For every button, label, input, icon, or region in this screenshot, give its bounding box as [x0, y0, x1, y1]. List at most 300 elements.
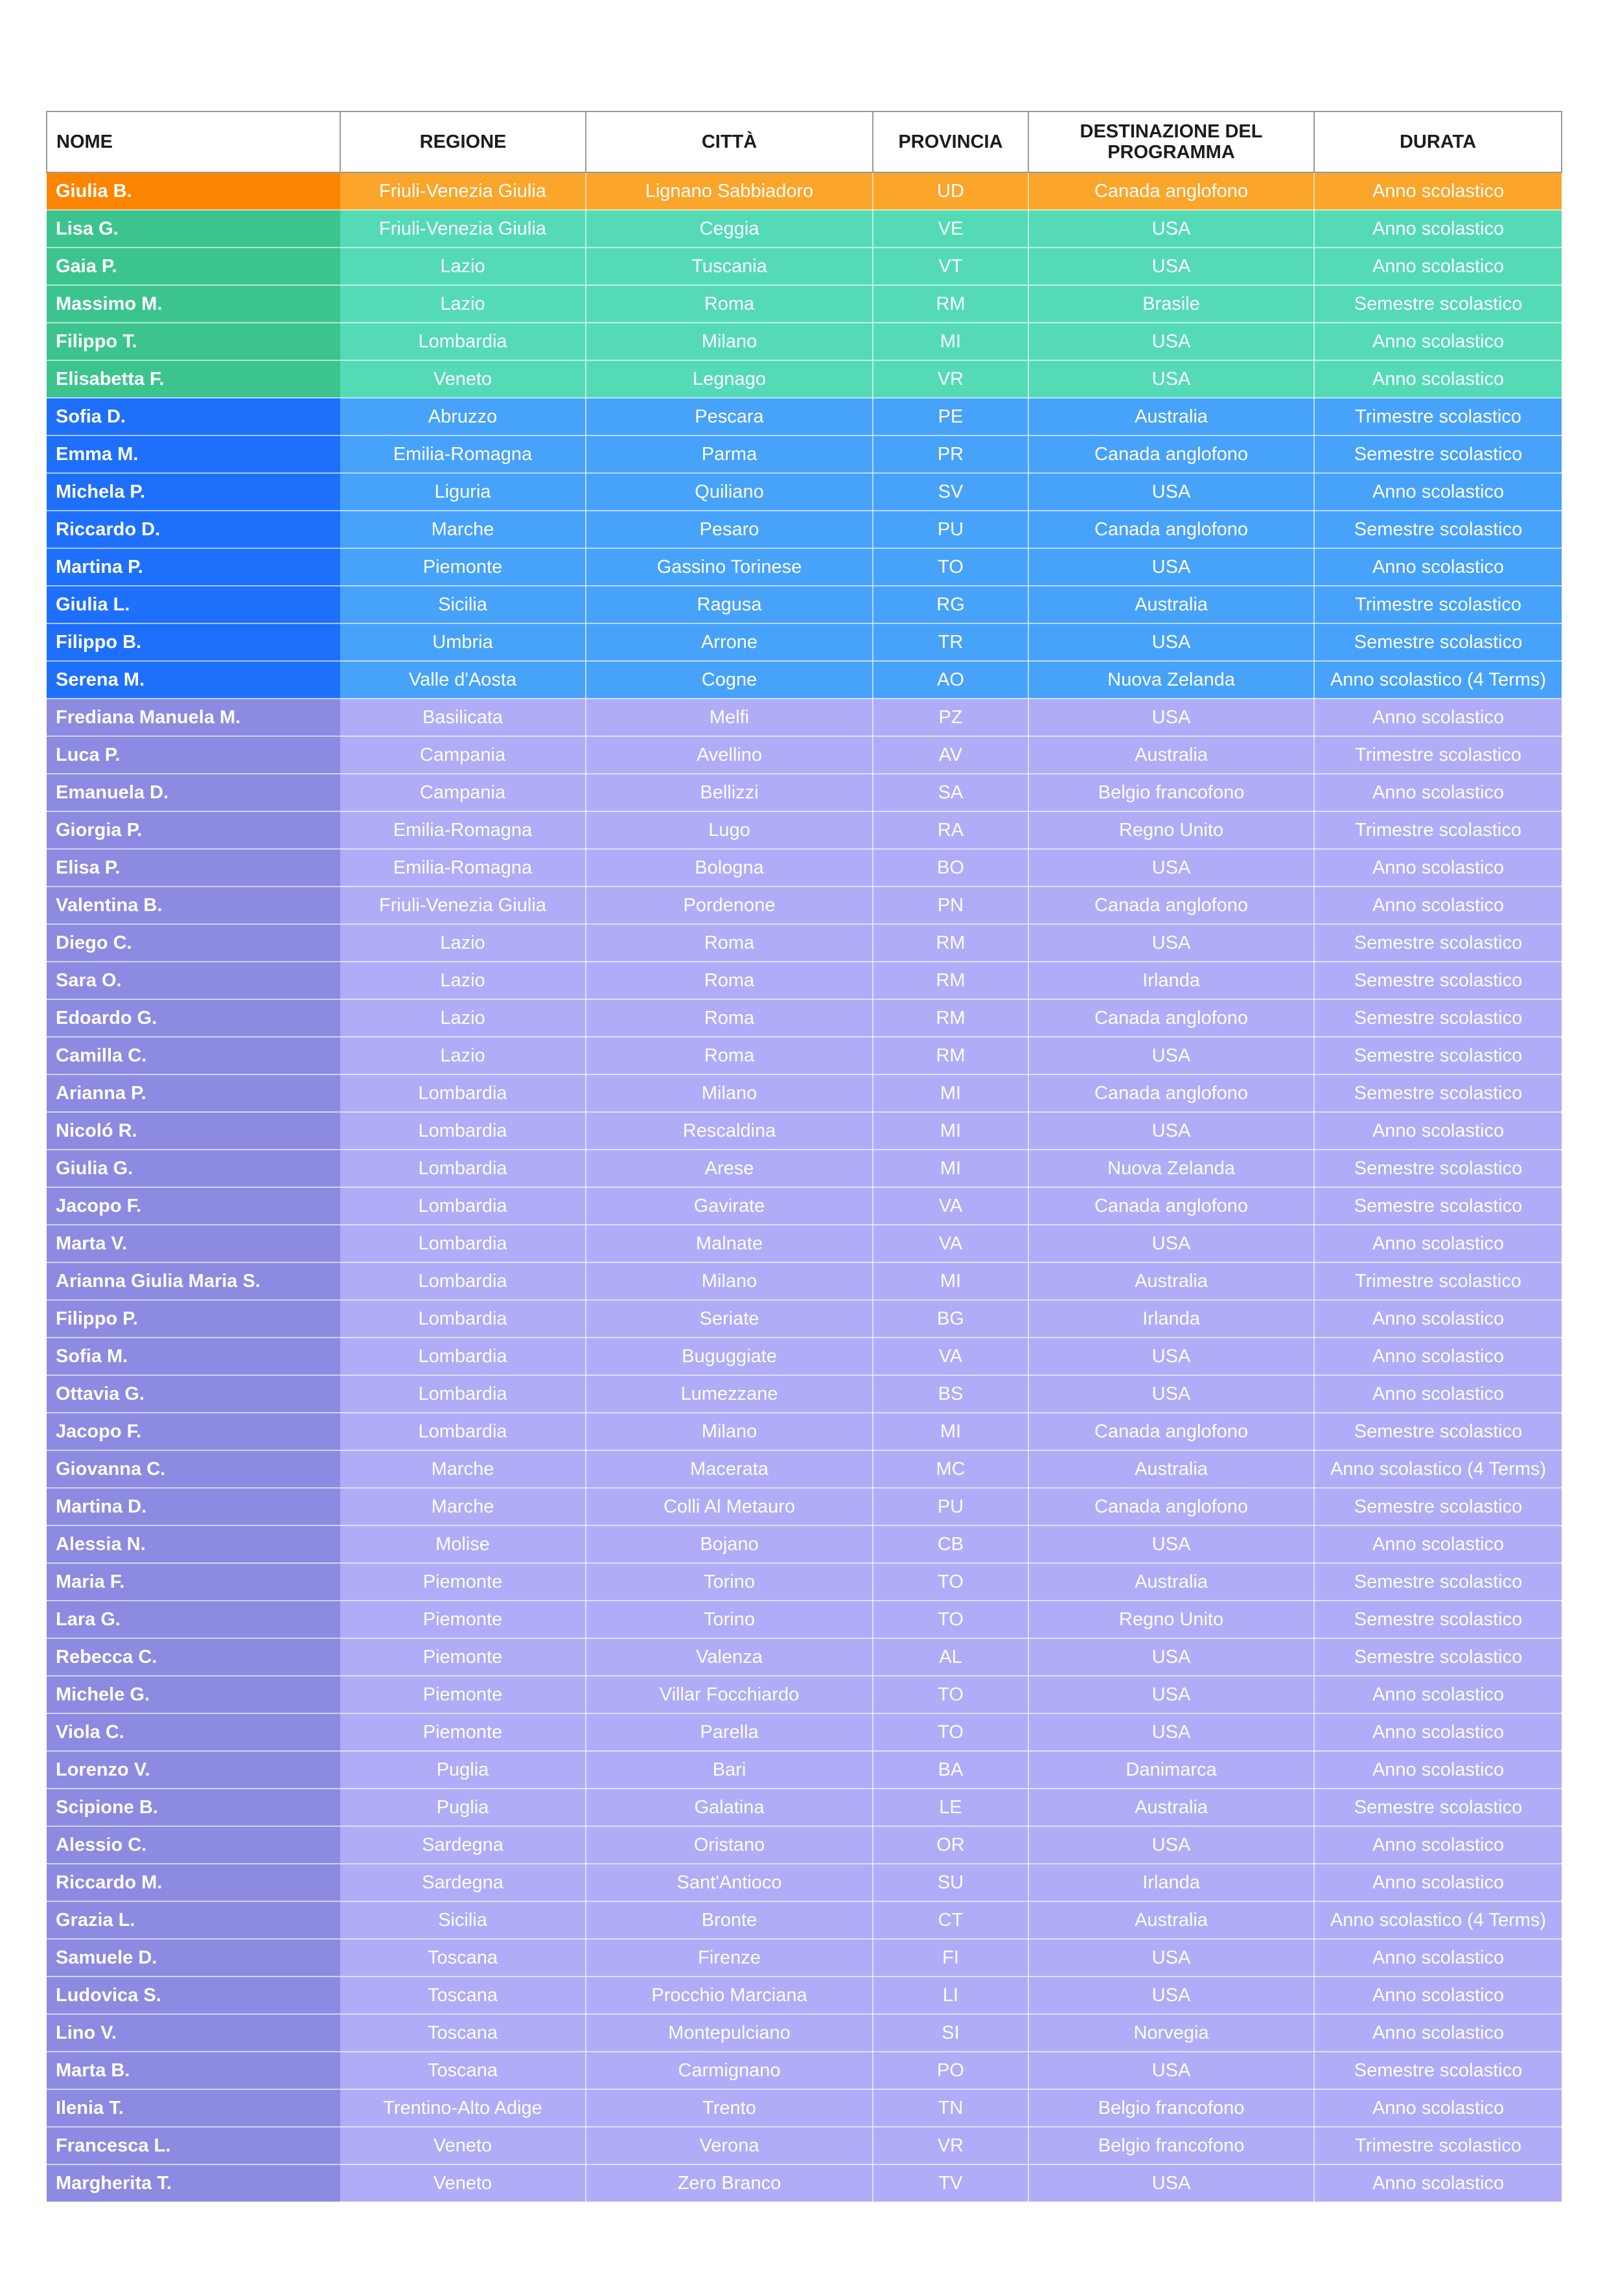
table-row [47, 1751, 1562, 1789]
cell-provincia: VT [873, 248, 1028, 285]
cell-citta: Verona [586, 2127, 873, 2164]
cell-destinazione: Canada anglofono [1028, 1074, 1314, 1112]
cell-regione: Lazio [340, 248, 586, 285]
cell-citta: Oristano [586, 1826, 873, 1864]
cell-nome: Giulia G. [47, 1150, 340, 1187]
cell-provincia: MI [873, 1112, 1028, 1150]
cell-provincia: RM [873, 962, 1028, 999]
table-row [47, 2089, 1562, 2127]
cell-citta: Parella [586, 1713, 873, 1751]
cell-provincia: TO [873, 1601, 1028, 1638]
cell-destinazione: Regno Unito [1028, 1601, 1314, 1638]
cell-regione: Trentino-Alto Adige [340, 2089, 586, 2127]
cell-durata: Anno scolastico [1314, 473, 1562, 511]
cell-regione: Marche [340, 1488, 586, 1525]
cell-provincia: SA [873, 774, 1028, 811]
cell-destinazione: USA [1028, 360, 1314, 398]
cell-durata: Semestre scolastico [1314, 1187, 1562, 1225]
cell-destinazione: Australia [1028, 736, 1314, 774]
cell-citta: Roma [586, 962, 873, 999]
cell-regione: Toscana [340, 1977, 586, 2014]
cell-durata: Semestre scolastico [1314, 999, 1562, 1037]
cell-citta: Milano [586, 1262, 873, 1300]
cell-nome: Elisabetta F. [47, 360, 340, 398]
cell-provincia: BO [873, 849, 1028, 887]
table-row [47, 1977, 1562, 2014]
cell-nome: Camilla C. [47, 1037, 340, 1074]
table-row [47, 1187, 1562, 1225]
cell-nome: Francesca L. [47, 2127, 340, 2164]
cell-durata: Trimestre scolastico [1314, 736, 1562, 774]
cell-regione: Lombardia [340, 1225, 586, 1262]
cell-durata: Anno scolastico [1314, 1939, 1562, 1977]
header-durata: DURATA [1314, 111, 1562, 172]
cell-citta: Melfi [586, 699, 873, 736]
table-row [47, 1450, 1562, 1488]
table-row [47, 849, 1562, 887]
cell-durata: Anno scolastico [1314, 548, 1562, 586]
table-row [47, 1375, 1562, 1413]
cell-citta: Buguggiate [586, 1338, 873, 1375]
students-table [46, 111, 1562, 2203]
cell-nome: Sofia M. [47, 1338, 340, 1375]
cell-destinazione: USA [1028, 1826, 1314, 1864]
cell-nome: Jacopo F. [47, 1413, 340, 1450]
cell-durata: Semestre scolastico [1314, 924, 1562, 962]
cell-regione: Piemonte [340, 1638, 586, 1676]
cell-destinazione: Regno Unito [1028, 811, 1314, 849]
cell-citta: Ragusa [586, 586, 873, 623]
table-row [47, 2164, 1562, 2202]
cell-regione: Lazio [340, 924, 586, 962]
cell-citta: Roma [586, 999, 873, 1037]
cell-regione: Basilicata [340, 699, 586, 736]
table-row [47, 699, 1562, 736]
cell-durata: Semestre scolastico [1314, 962, 1562, 999]
table-row [47, 962, 1562, 999]
cell-provincia: PO [873, 2052, 1028, 2089]
cell-citta: Bronte [586, 1901, 873, 1939]
cell-provincia: TR [873, 623, 1028, 661]
cell-citta: Bologna [586, 849, 873, 887]
cell-provincia: RM [873, 999, 1028, 1037]
cell-destinazione: Nuova Zelanda [1028, 661, 1314, 699]
cell-nome: Frediana Manuela M. [47, 699, 340, 736]
table-row [47, 586, 1562, 623]
table-row [47, 999, 1562, 1037]
cell-provincia: LI [873, 1977, 1028, 2014]
cell-regione: Friuli-Venezia Giulia [340, 172, 586, 210]
cell-regione: Emilia-Romagna [340, 435, 586, 473]
cell-destinazione: USA [1028, 1225, 1314, 1262]
cell-destinazione: USA [1028, 323, 1314, 360]
cell-nome: Alessio C. [47, 1826, 340, 1864]
cell-provincia: FI [873, 1939, 1028, 1977]
cell-durata: Anno scolastico (4 Terms) [1314, 1450, 1562, 1488]
cell-durata: Anno scolastico [1314, 1300, 1562, 1338]
cell-citta: Lignano Sabbiadoro [586, 172, 873, 210]
table-row [47, 2052, 1562, 2089]
table-row [47, 1488, 1562, 1525]
cell-regione: Lombardia [340, 1187, 586, 1225]
table-row [47, 1037, 1562, 1074]
cell-nome: Filippo P. [47, 1300, 340, 1338]
cell-destinazione: Canada anglofono [1028, 887, 1314, 924]
cell-nome: Filippo B. [47, 623, 340, 661]
cell-regione: Toscana [340, 2052, 586, 2089]
header-nome: NOME [47, 111, 340, 172]
cell-nome: Ottavia G. [47, 1375, 340, 1413]
cell-destinazione: USA [1028, 1037, 1314, 1074]
cell-nome: Alessia N. [47, 1525, 340, 1563]
cell-provincia: PZ [873, 699, 1028, 736]
cell-provincia: MI [873, 1150, 1028, 1187]
cell-regione: Umbria [340, 623, 586, 661]
cell-provincia: AL [873, 1638, 1028, 1676]
table-row [47, 323, 1562, 360]
cell-nome: Jacopo F. [47, 1187, 340, 1225]
cell-citta: Carmignano [586, 2052, 873, 2089]
cell-provincia: RM [873, 285, 1028, 323]
cell-destinazione: USA [1028, 1977, 1314, 2014]
cell-nome: Maria F. [47, 1563, 340, 1601]
cell-citta: Pesaro [586, 511, 873, 548]
cell-provincia: PU [873, 511, 1028, 548]
table-row [47, 473, 1562, 511]
cell-provincia: PE [873, 398, 1028, 435]
cell-destinazione: USA [1028, 548, 1314, 586]
cell-provincia: BA [873, 1751, 1028, 1789]
cell-durata: Anno scolastico [1314, 323, 1562, 360]
cell-provincia: VA [873, 1187, 1028, 1225]
cell-durata: Semestre scolastico [1314, 2052, 1562, 2089]
cell-nome: Arianna Giulia Maria S. [47, 1262, 340, 1300]
cell-destinazione: Australia [1028, 1789, 1314, 1826]
cell-destinazione: USA [1028, 1112, 1314, 1150]
cell-provincia: CT [873, 1901, 1028, 1939]
cell-regione: Lombardia [340, 1112, 586, 1150]
cell-regione: Lazio [340, 1037, 586, 1074]
cell-regione: Lazio [340, 999, 586, 1037]
cell-destinazione: USA [1028, 248, 1314, 285]
cell-durata: Trimestre scolastico [1314, 586, 1562, 623]
cell-citta: Roma [586, 1037, 873, 1074]
cell-nome: Marta B. [47, 2052, 340, 2089]
cell-destinazione: USA [1028, 849, 1314, 887]
cell-citta: Roma [586, 285, 873, 323]
table-row [47, 661, 1562, 699]
cell-durata: Trimestre scolastico [1314, 398, 1562, 435]
cell-citta: Macerata [586, 1450, 873, 1488]
cell-nome: Elisa P. [47, 849, 340, 887]
cell-destinazione: USA [1028, 1676, 1314, 1713]
cell-regione: Piemonte [340, 1713, 586, 1751]
cell-regione: Lombardia [340, 1338, 586, 1375]
cell-durata: Semestre scolastico [1314, 511, 1562, 548]
cell-nome: Lara G. [47, 1601, 340, 1638]
cell-destinazione: Australia [1028, 398, 1314, 435]
cell-destinazione: USA [1028, 1525, 1314, 1563]
cell-durata: Semestre scolastico [1314, 1638, 1562, 1676]
cell-durata: Anno scolastico [1314, 360, 1562, 398]
cell-destinazione: Irlanda [1028, 1864, 1314, 1901]
cell-provincia: RA [873, 811, 1028, 849]
table-row [47, 1300, 1562, 1338]
cell-regione: Campania [340, 774, 586, 811]
cell-durata: Anno scolastico [1314, 887, 1562, 924]
cell-destinazione: USA [1028, 1713, 1314, 1751]
cell-durata: Anno scolastico [1314, 2089, 1562, 2127]
cell-durata: Anno scolastico [1314, 1375, 1562, 1413]
cell-destinazione: USA [1028, 924, 1314, 962]
cell-durata: Semestre scolastico [1314, 1563, 1562, 1601]
cell-citta: Milano [586, 323, 873, 360]
table-row [47, 887, 1562, 924]
cell-destinazione: Belgio francofono [1028, 774, 1314, 811]
cell-provincia: TN [873, 2089, 1028, 2127]
cell-nome: Rebecca C. [47, 1638, 340, 1676]
cell-nome: Michela P. [47, 473, 340, 511]
cell-durata: Semestre scolastico [1314, 435, 1562, 473]
cell-regione: Puglia [340, 1751, 586, 1789]
cell-nome: Luca P. [47, 736, 340, 774]
cell-nome: Serena M. [47, 661, 340, 699]
cell-durata: Anno scolastico (4 Terms) [1314, 661, 1562, 699]
cell-durata: Anno scolastico [1314, 2164, 1562, 2202]
cell-regione: Friuli-Venezia Giulia [340, 210, 586, 248]
cell-citta: Bojano [586, 1525, 873, 1563]
cell-provincia: PR [873, 435, 1028, 473]
table-row [47, 1713, 1562, 1751]
cell-provincia: RM [873, 924, 1028, 962]
cell-destinazione: Australia [1028, 1262, 1314, 1300]
cell-provincia: SU [873, 1864, 1028, 1901]
cell-provincia: TV [873, 2164, 1028, 2202]
cell-nome: Lorenzo V. [47, 1751, 340, 1789]
cell-provincia: LE [873, 1789, 1028, 1826]
cell-citta: Gavirate [586, 1187, 873, 1225]
cell-durata: Anno scolastico [1314, 210, 1562, 248]
cell-provincia: AV [873, 736, 1028, 774]
cell-regione: Sardegna [340, 1826, 586, 1864]
cell-citta: Trento [586, 2089, 873, 2127]
cell-regione: Piemonte [340, 548, 586, 586]
cell-regione: Puglia [340, 1789, 586, 1826]
table-row [47, 623, 1562, 661]
cell-regione: Toscana [340, 1939, 586, 1977]
cell-provincia: MI [873, 1413, 1028, 1450]
cell-provincia: BS [873, 1375, 1028, 1413]
cell-provincia: TO [873, 548, 1028, 586]
cell-regione: Friuli-Venezia Giulia [340, 887, 586, 924]
cell-regione: Liguria [340, 473, 586, 511]
cell-regione: Sardegna [340, 1864, 586, 1901]
cell-nome: Sara O. [47, 962, 340, 999]
table-row [47, 1074, 1562, 1112]
cell-regione: Lombardia [340, 1262, 586, 1300]
cell-destinazione: USA [1028, 2052, 1314, 2089]
cell-provincia: UD [873, 172, 1028, 210]
cell-nome: Massimo M. [47, 285, 340, 323]
cell-nome: Michele G. [47, 1676, 340, 1713]
cell-citta: Valenza [586, 1638, 873, 1676]
header-row [47, 111, 1562, 172]
cell-durata: Anno scolastico [1314, 1977, 1562, 2014]
table-row [47, 1676, 1562, 1713]
cell-nome: Scipione B. [47, 1789, 340, 1826]
header-provincia: PROVINCIA [873, 111, 1028, 172]
cell-provincia: MI [873, 1074, 1028, 1112]
cell-citta: Seriate [586, 1300, 873, 1338]
cell-destinazione: USA [1028, 473, 1314, 511]
cell-regione: Lombardia [340, 1300, 586, 1338]
cell-nome: Lino V. [47, 2014, 340, 2052]
cell-citta: Quiliano [586, 473, 873, 511]
cell-citta: Firenze [586, 1939, 873, 1977]
cell-provincia: VE [873, 210, 1028, 248]
cell-nome: Ilenia T. [47, 2089, 340, 2127]
table-row [47, 1901, 1562, 1939]
cell-nome: Edoardo G. [47, 999, 340, 1037]
cell-citta: Pescara [586, 398, 873, 435]
cell-citta: Parma [586, 435, 873, 473]
cell-citta: Milano [586, 1074, 873, 1112]
cell-durata: Trimestre scolastico [1314, 2127, 1562, 2164]
cell-durata: Anno scolastico (4 Terms) [1314, 1901, 1562, 1939]
table-row [47, 511, 1562, 548]
cell-durata: Anno scolastico [1314, 849, 1562, 887]
cell-citta: Lugo [586, 811, 873, 849]
cell-nome: Sofia D. [47, 398, 340, 435]
cell-durata: Anno scolastico [1314, 1676, 1562, 1713]
cell-destinazione: USA [1028, 699, 1314, 736]
table-row [47, 172, 1562, 210]
header-regione: REGIONE [340, 111, 586, 172]
cell-durata: Trimestre scolastico [1314, 811, 1562, 849]
cell-regione: Marche [340, 1450, 586, 1488]
table-header [47, 111, 1562, 172]
cell-citta: Legnago [586, 360, 873, 398]
table-body [47, 172, 1562, 2202]
cell-durata: Semestre scolastico [1314, 1413, 1562, 1450]
cell-nome: Martina D. [47, 1488, 340, 1525]
table-row [47, 774, 1562, 811]
cell-durata: Anno scolastico [1314, 774, 1562, 811]
cell-nome: Marta V. [47, 1225, 340, 1262]
cell-regione: Emilia-Romagna [340, 811, 586, 849]
cell-provincia: VA [873, 1225, 1028, 1262]
cell-provincia: SI [873, 2014, 1028, 2052]
cell-regione: Lazio [340, 285, 586, 323]
cell-regione: Veneto [340, 2164, 586, 2202]
cell-durata: Semestre scolastico [1314, 1601, 1562, 1638]
cell-regione: Lombardia [340, 1375, 586, 1413]
cell-citta: Malnate [586, 1225, 873, 1262]
cell-nome: Arianna P. [47, 1074, 340, 1112]
cell-durata: Anno scolastico [1314, 1864, 1562, 1901]
table-row [47, 1939, 1562, 1977]
cell-regione: Lombardia [340, 1413, 586, 1450]
cell-durata: Anno scolastico [1314, 1112, 1562, 1150]
cell-citta: Gassino Torinese [586, 548, 873, 586]
cell-citta: Milano [586, 1413, 873, 1450]
cell-durata: Anno scolastico [1314, 248, 1562, 285]
cell-citta: Tuscania [586, 248, 873, 285]
header-citta: CITTÀ [586, 111, 873, 172]
cell-citta: Sant'Antioco [586, 1864, 873, 1901]
cell-citta: Arese [586, 1150, 873, 1187]
cell-citta: Rescaldina [586, 1112, 873, 1150]
cell-destinazione: USA [1028, 210, 1314, 248]
cell-nome: Giulia B. [47, 172, 340, 210]
cell-destinazione: Norvegia [1028, 2014, 1314, 2052]
cell-destinazione: Canada anglofono [1028, 1488, 1314, 1525]
cell-citta: Avellino [586, 736, 873, 774]
cell-destinazione: USA [1028, 1638, 1314, 1676]
cell-provincia: VR [873, 360, 1028, 398]
cell-destinazione: Canada anglofono [1028, 1187, 1314, 1225]
cell-regione: Lazio [340, 962, 586, 999]
cell-destinazione: Nuova Zelanda [1028, 1150, 1314, 1187]
table-row [47, 435, 1562, 473]
cell-destinazione: Belgio francofono [1028, 2127, 1314, 2164]
cell-regione: Sicilia [340, 1901, 586, 1939]
cell-regione: Sicilia [340, 586, 586, 623]
cell-destinazione: Canada anglofono [1028, 435, 1314, 473]
cell-citta: Bellizzi [586, 774, 873, 811]
cell-citta: Cogne [586, 661, 873, 699]
cell-nome: Riccardo M. [47, 1864, 340, 1901]
cell-destinazione: Australia [1028, 1563, 1314, 1601]
cell-nome: Emma M. [47, 435, 340, 473]
table-row [47, 1826, 1562, 1864]
table-row [47, 1601, 1562, 1638]
cell-citta: Torino [586, 1601, 873, 1638]
cell-nome: Gaia P. [47, 248, 340, 285]
cell-destinazione: Australia [1028, 1901, 1314, 1939]
cell-regione: Toscana [340, 2014, 586, 2052]
cell-durata: Semestre scolastico [1314, 285, 1562, 323]
table-row [47, 1225, 1562, 1262]
cell-nome: Valentina B. [47, 887, 340, 924]
cell-provincia: PU [873, 1488, 1028, 1525]
cell-destinazione: Danimarca [1028, 1751, 1314, 1789]
cell-durata: Semestre scolastico [1314, 623, 1562, 661]
cell-destinazione: Australia [1028, 586, 1314, 623]
cell-durata: Trimestre scolastico [1314, 1262, 1562, 1300]
cell-regione: Molise [340, 1525, 586, 1563]
table-row [47, 360, 1562, 398]
cell-durata: Semestre scolastico [1314, 1488, 1562, 1525]
cell-provincia: AO [873, 661, 1028, 699]
cell-provincia: RM [873, 1037, 1028, 1074]
cell-regione: Lombardia [340, 1074, 586, 1112]
cell-destinazione: Australia [1028, 1450, 1314, 1488]
cell-nome: Samuele D. [47, 1939, 340, 1977]
table-row [47, 1338, 1562, 1375]
cell-citta: Zero Branco [586, 2164, 873, 2202]
cell-nome: Martina P. [47, 548, 340, 586]
table-row [47, 811, 1562, 849]
cell-regione: Lombardia [340, 323, 586, 360]
cell-regione: Abruzzo [340, 398, 586, 435]
table-row [47, 1638, 1562, 1676]
table-row [47, 285, 1562, 323]
cell-nome: Filippo T. [47, 323, 340, 360]
cell-destinazione: Canada anglofono [1028, 999, 1314, 1037]
cell-destinazione: Canada anglofono [1028, 511, 1314, 548]
cell-durata: Semestre scolastico [1314, 1789, 1562, 1826]
